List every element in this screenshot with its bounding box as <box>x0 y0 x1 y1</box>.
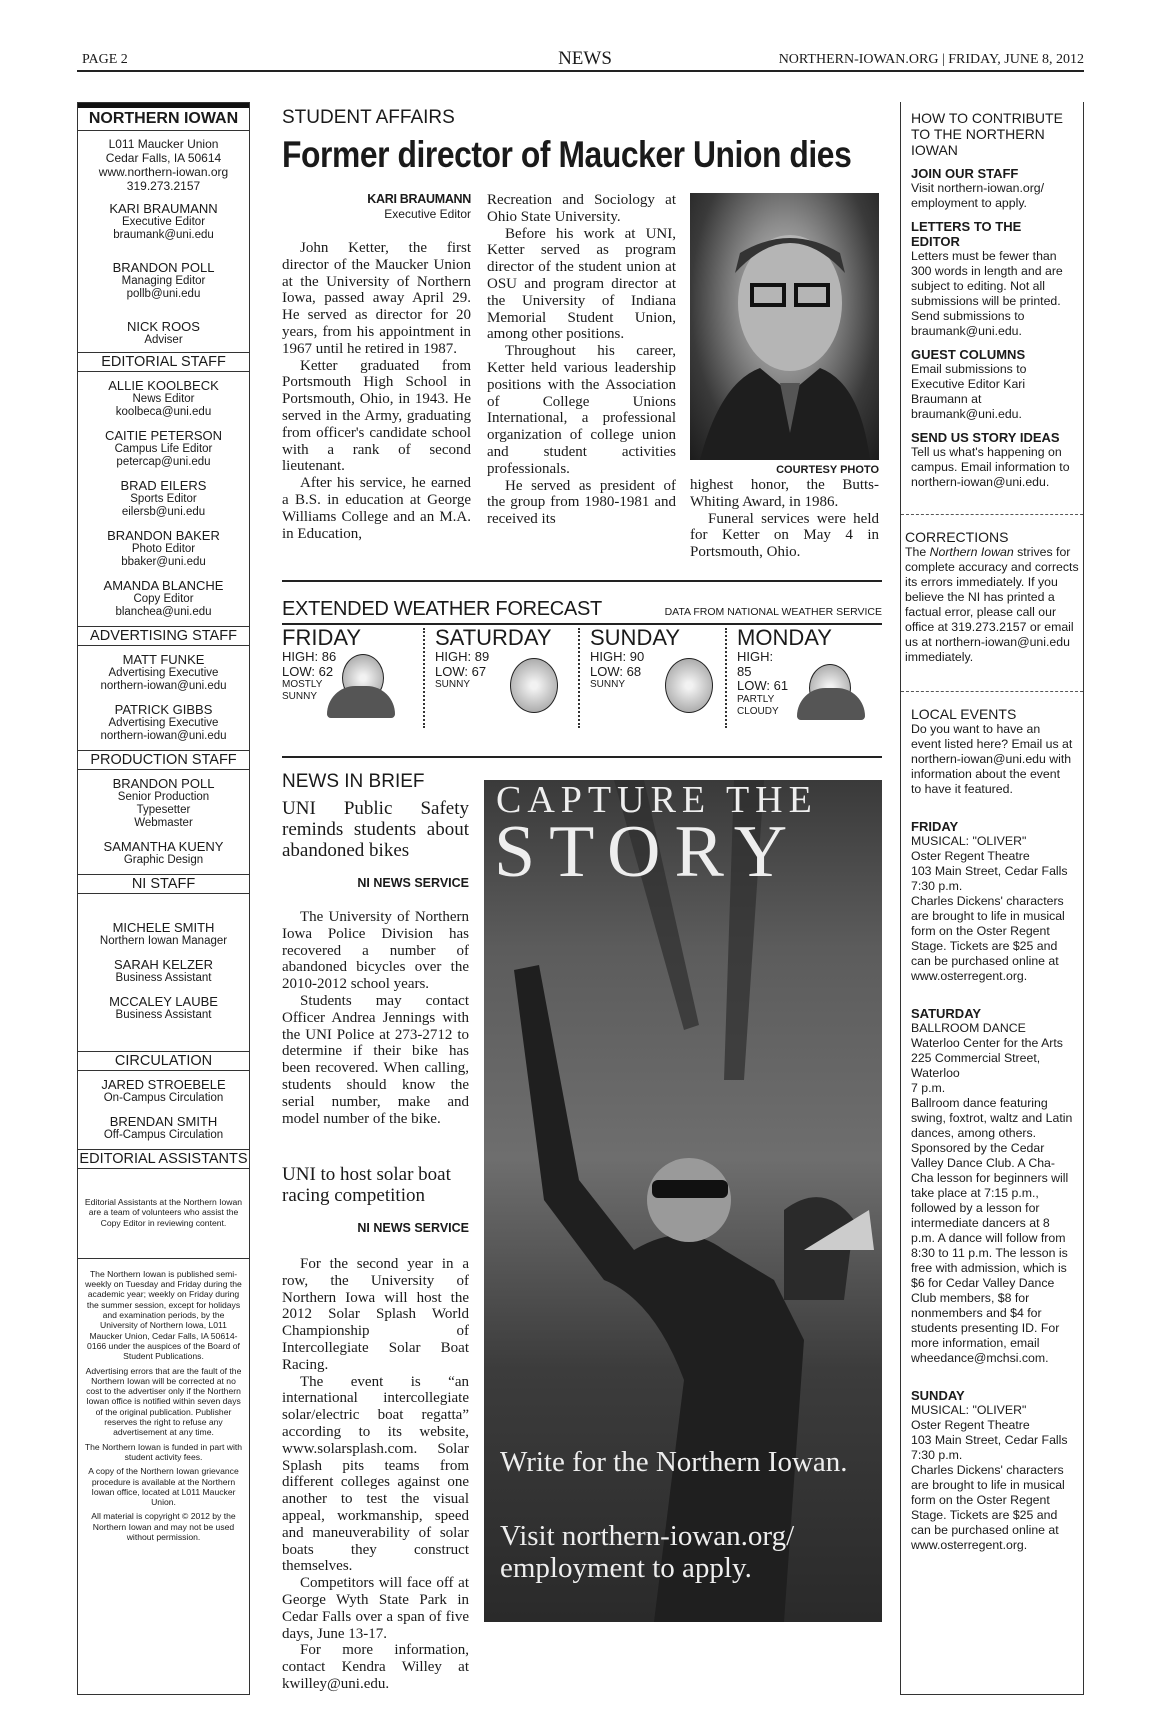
event-detail: MUSICAL: "OLIVER" <box>911 834 1027 848</box>
staff-role: Senior Production <box>117 791 210 803</box>
staff-role: Off-Campus Circulation <box>103 1129 224 1141</box>
brief-body-1 <box>282 909 469 1127</box>
forecast-low: LOW: 67 <box>435 663 487 679</box>
staff-role: Webmaster <box>134 817 193 829</box>
page-number: PAGE 2 <box>82 52 128 67</box>
forecast-condition: CLOUDY <box>737 705 779 717</box>
article-headline: Former director of Maucker Union dies <box>282 134 852 175</box>
staff-role: On-Campus Circulation <box>103 1092 224 1104</box>
forecast-day-name: SATURDAY <box>435 625 552 650</box>
event-detail: 7 p.m. <box>911 1081 946 1095</box>
staff-name: SAMANTHA KUENY <box>103 839 224 854</box>
forecast-condition: SUNNY <box>282 691 318 702</box>
event-detail: 103 Main Street, Cedar Falls <box>911 1433 1068 1447</box>
staff-email[interactable]: petercap@uni.edu <box>116 456 211 468</box>
staff-entry <box>78 315 249 352</box>
article-paragraph: John Ketter, the first director of the Maucker Union at the University of Northern Iowa, passed away April 29. He served as director for 20 years, from his appointment in 1967 until he retired in 1987. <box>282 240 471 357</box>
staff-entry <box>78 990 249 1027</box>
staff-role: Copy Editor <box>133 593 194 605</box>
staff-entry <box>78 524 249 574</box>
dateline: NORTHERN-IOWAN.ORG | FRIDAY, JUNE 8, 2012 <box>778 52 1084 67</box>
staff-email[interactable]: northern-iowan@uni.edu <box>100 730 227 742</box>
staff-section <box>78 894 249 1051</box>
article-paragraph: highest honor, the Butts-Whiting Award, in 1986. <box>690 477 879 510</box>
weather-source: DATA FROM NATIONAL WEATHER SERVICE <box>664 606 882 618</box>
staff-name: SARAH KELZER <box>114 957 213 972</box>
forecast-high-value: 85 <box>737 663 752 679</box>
staff-entry <box>78 772 249 835</box>
sun-icon <box>665 658 713 713</box>
event-description: Charles Dickens' characters are brought to life in musical form on the Oster Regent Stage. Tickets are $25 and can be purchased online at www.osterregent.org. <box>911 1463 1065 1552</box>
portrait-photo <box>690 193 879 460</box>
forecast-high: HIGH: <box>737 649 774 664</box>
forecast-day-name: FRIDAY <box>282 625 362 650</box>
forecast-condition: SUNNY <box>435 679 471 690</box>
forecast-low: LOW: 62 <box>282 663 334 679</box>
staff-role: Executive Editor <box>121 216 206 228</box>
staff-role: Advertising Executive <box>108 667 219 679</box>
staff-entry <box>78 256 249 315</box>
article-paragraph: He served as president of the group from 1980-1981 and received its <box>487 477 676 528</box>
contribute-heading: LETTERS TO THE EDITOR <box>911 219 1022 249</box>
fine-print-paragraph: A copy of the Northern Iowan grievance procedure is available at the Northern Iowan office, located at L011 Maucker Union. <box>88 1466 239 1508</box>
ad-headline-2: STORY <box>494 811 802 893</box>
article-paragraph: Students may contact Officer Andrea Jennings with the UNI Police at 273-2712 to determine if their bike has been recovered. When calling, students should know the serial number, make and model number of the bike. <box>282 992 469 1127</box>
address-line: www.northern-iowan.org <box>98 165 229 179</box>
staff-entry <box>78 698 249 748</box>
ad-url-line-2: employment to apply. <box>500 1552 752 1584</box>
staff-role: Campus Life Editor <box>114 443 213 455</box>
staff-section-heading: PRODUCTION STAFF <box>78 750 249 770</box>
event-detail: 103 Main Street, Cedar Falls <box>911 864 1068 878</box>
photo-credit: COURTESY PHOTO <box>776 464 879 476</box>
staff-section-heading: ADVERTISING STAFF <box>78 626 249 646</box>
article-paragraph: Throughout his career, Ketter held various leadership positions with the Association of College Unions International, a professional organization of college union and student activities professionals. <box>487 343 676 477</box>
masthead-sidebar <box>77 102 250 1695</box>
fine-print <box>78 1258 249 1550</box>
staff-email[interactable]: braumank@uni.edu <box>113 229 214 241</box>
contribute-text: Tell us what's happening on campus. Email information to northern-iowan@uni.edu. <box>911 445 1070 489</box>
staff-role: Sports Editor <box>130 493 197 505</box>
staff-section <box>78 646 249 750</box>
article-paragraph: The University of Northern Iowa Police Division has recovered a number of abandoned bicycles over the 2010-2012 school years. <box>282 909 469 993</box>
staff-email[interactable]: bbaker@uni.edu <box>121 556 206 568</box>
corrections-paper-name: Northern Iowan <box>929 545 1014 559</box>
staff-entry <box>78 1073 249 1110</box>
article-column-3 <box>690 477 879 561</box>
staff-role: Business Assistant <box>115 1009 212 1021</box>
staff-entry <box>78 474 249 524</box>
article-paragraph: Before his work at UNI, Ketter served as program director of the student union at OSU and program director at the University of Indiana Memorial Student Union, among other positions. <box>487 225 676 343</box>
staff-entry <box>78 1110 249 1147</box>
staff-name: BRANDON POLL <box>112 776 215 791</box>
staff-email[interactable]: eilersb@uni.edu <box>121 506 206 518</box>
forecast-condition: SUNNY <box>590 679 626 690</box>
staff-role: Adviser <box>144 334 183 346</box>
forecast-day-name: MONDAY <box>737 625 832 650</box>
fine-print-paragraph: The Northern Iowan is funded in part with student activity fees. <box>84 1441 243 1462</box>
staff-role: Business Assistant <box>115 972 212 984</box>
forecast-divider <box>578 628 580 728</box>
byline-name: KARI BRAUMANN <box>367 192 471 206</box>
staff-name: AMANDA BLANCHE <box>103 578 224 593</box>
corrections-title: CORRECTIONS <box>905 529 1009 545</box>
contribute-heading: GUEST COLUMNS <box>911 347 1026 362</box>
ad-photo-figure-icon <box>484 780 882 1622</box>
staff-email[interactable]: pollb@uni.edu <box>126 288 201 300</box>
recruitment-advertisement <box>484 780 882 1622</box>
brief-byline-1: NI NEWS SERVICE <box>357 876 469 890</box>
article-paragraph: Funeral services were held for Ketter on May 4 in Portsmouth, Ohio. <box>690 510 879 561</box>
event-day: SUNDAY <box>911 1388 965 1403</box>
staff-email[interactable]: blanchea@uni.edu <box>115 606 212 618</box>
staff-name: BRANDON POLL <box>112 260 215 275</box>
event-detail: MUSICAL: "OLIVER" <box>911 1403 1027 1417</box>
staff-email[interactable]: northern-iowan@uni.edu <box>100 680 227 692</box>
weather-title: EXTENDED WEATHER FORECAST <box>282 598 602 620</box>
event-description: Charles Dickens' characters are brought to life in musical form on the Oster Regent Stage. Tickets are $25 and can be purchased online at www.osterregent.org. <box>911 894 1065 983</box>
staff-name: BRAD EILERS <box>120 478 207 493</box>
event-detail: BALLROOM DANCE <box>911 1021 1026 1035</box>
staff-role: News Editor <box>132 393 195 405</box>
staff-entry <box>78 424 249 474</box>
staff-entry <box>78 197 249 256</box>
corrections-text: strives for complete accuracy and corrects its errors immediately. If you believe the NI has printed a factual error, please call our office at 319.273.2157 or email us at northern-iowan@uni.edu immediately. <box>905 545 1079 664</box>
staff-entry <box>78 574 249 624</box>
forecast-high: HIGH: 90 <box>590 649 645 664</box>
staff-email[interactable]: koolbeca@uni.edu <box>115 406 212 418</box>
events-intro: Do you want to have an event listed here? Email us at northern-iowan@uni.edu with information about the event to have it featured. <box>911 722 1073 796</box>
staff-entry <box>78 916 249 953</box>
forecast-day-name: SUNDAY <box>590 625 681 650</box>
forecast-divider <box>423 628 425 728</box>
article-byline <box>282 192 471 222</box>
forecast-condition: PARTLY <box>737 693 775 705</box>
folio-rule <box>77 70 1084 72</box>
address-line: 319.273.2157 <box>126 179 201 193</box>
staff-name: KARI BRAUMANN <box>109 201 218 216</box>
forecast-day-saturday <box>435 626 580 736</box>
event-description: Ballroom dance featuring swing, foxtrot, waltz and Latin dances, among others. Sponsored by the Cedar Valley Dance Club. A Cha-Cha lesson for beginners will take place at 7:15 p.m., followed by a lesson for intermediate dancers at 8 p.m. A dance will follow from 8:30 to 11 p.m. The lesson is free with admission, which is $6 for Cedar Valley Dance Club members, $8 for nonmembers and $4 for students presenting ID. For more information, email wheedance@mchsi.com. <box>911 1096 1073 1365</box>
forecast-divider <box>725 628 727 728</box>
staff-section <box>78 372 249 626</box>
staff-name: MATT FUNKE <box>122 652 205 667</box>
brief-headline-1: UNI Public Safety reminds students about abandoned bikes <box>282 798 469 861</box>
event-detail: 225 Commercial Street, Waterloo <box>911 1051 1041 1080</box>
editorial-assistants-heading: EDITORIAL ASSISTANTS <box>79 1151 248 1167</box>
fine-print-paragraph: The Northern Iowan is published semi-weekly on Tuesday and Friday during the academic year; weekly on Friday during the summer session, except for holidays and examination periods, by the University of Northern Iowa, L011 Maucker Union, Cedar Falls, IA 50614-0166 under the auspices of the Board of Student Publications. <box>85 1268 242 1362</box>
event-detail: Waterloo Center for the Arts <box>911 1036 1063 1050</box>
forecast-high: HIGH: 86 <box>282 649 337 664</box>
contribute-text: Email submissions to Executive Editor Kari Braumann at braumank@uni.edu. <box>911 362 1027 421</box>
article-paragraph: The event is “an international intercollegiate solar/electric boat regatta” according to its website, www.solarsplash.com. Solar Splash pits teams from different colleges against one another to test the visual appeal, workmanship, speed and maneuverability of solar boats they construct themselves. <box>282 1373 469 1575</box>
masthead-address <box>78 131 249 197</box>
staff-role: Managing Editor <box>121 275 206 287</box>
fine-print-paragraph: Advertising errors that are the fault of the Northern Iowan will be corrected at no cost to the advertiser only if the Northern Iowan office is notified within seven days of the original publication. Publisher reserves the right to refuse any advertisement at any time. <box>85 1365 242 1438</box>
staff-name: MICHELE SMITH <box>112 920 215 935</box>
portrait-figure-icon <box>690 193 879 460</box>
contribute-text: Visit northern-iowan.org/ employment to apply. <box>911 181 1045 210</box>
staff-role: Typesetter <box>136 804 191 816</box>
brief-headline-2: UNI to host solar boat racing competition <box>282 1164 451 1206</box>
staff-name: ALLIE KOOLBECK <box>108 378 219 393</box>
staff-name: PATRICK GIBBS <box>114 702 213 717</box>
article-kicker: STUDENT AFFAIRS <box>282 107 455 128</box>
address-line: L011 Maucker Union <box>108 137 219 151</box>
staff-name: MCCALEY LAUBE <box>109 994 218 1009</box>
staff-name: BRENDAN SMITH <box>109 1114 218 1129</box>
article-column-1 <box>282 240 471 542</box>
corrections-text-pre: The <box>905 545 930 559</box>
contribute-sidebar <box>900 102 1084 1695</box>
article-paragraph: After his service, he earned a B.S. in education at George Williams College and an M.A. in Education, <box>282 475 471 542</box>
forecast-condition: MOSTLY <box>282 679 323 690</box>
staff-name: JARED STROEBELE <box>101 1077 226 1092</box>
address-line: Cedar Falls, IA 50614 <box>105 151 222 165</box>
article-paragraph: Recreation and Sociology at Ohio State University. <box>487 192 676 225</box>
sun-icon <box>510 658 558 713</box>
contribute-title: HOW TO CONTRIBUTE TO THE NORTHERN IOWAN <box>911 110 1063 158</box>
ad-call-to-action: Write for the Northern Iowan. <box>500 1446 848 1478</box>
staff-entry <box>78 374 249 424</box>
forecast-day-sunday <box>590 626 735 736</box>
contribute-heading: JOIN OUR STAFF <box>911 166 1019 181</box>
event-day: FRIDAY <box>911 819 959 834</box>
brief-body-2 <box>282 1256 469 1693</box>
ad-headline-1: CAPTURE THE <box>496 780 818 821</box>
staff-section-heading: EDITORIAL STAFF <box>78 352 249 372</box>
staff-name: NICK ROOS <box>127 319 200 334</box>
staff-role: Photo Editor <box>131 543 196 555</box>
brief-byline-2: NI NEWS SERVICE <box>357 1221 469 1235</box>
event-detail: 7:30 p.m. <box>911 1448 963 1462</box>
contribute-heading: SEND US STORY IDEAS <box>911 430 1060 445</box>
weather-bottom-rule <box>282 756 882 758</box>
staff-entry <box>78 953 249 990</box>
contribute-text: Letters must be fewer than 300 words in length and are subject to editing. Not all submissions will be printed. Send submissions to braumank@uni.edu. <box>911 249 1063 338</box>
event-detail: Oster Regent Theatre <box>911 1418 1030 1432</box>
masthead-title: NORTHERN IOWAN <box>78 103 249 131</box>
article-rule <box>282 580 882 582</box>
staff-role: Graphic Design <box>123 854 204 866</box>
forecast-low: LOW: 61 <box>737 678 789 693</box>
staff-section-heading: CIRCULATION <box>78 1051 249 1071</box>
forecast-low: LOW: 68 <box>590 663 642 679</box>
forecast-high: HIGH: 89 <box>435 649 490 664</box>
article-paragraph: Competitors will face off at George Wyth State Park in Cedar Falls over a span of five days, June 13-17. <box>282 1575 469 1642</box>
staff-entry <box>78 835 249 872</box>
event-detail: Oster Regent Theatre <box>911 849 1030 863</box>
ad-url-line-1: Visit northern-iowan.org/ <box>500 1520 795 1552</box>
byline-role: Executive Editor <box>384 207 471 221</box>
staff-section <box>78 770 249 874</box>
corrections-box <box>901 514 1083 665</box>
staff-name: BRANDON BAKER <box>107 528 220 543</box>
staff-section <box>78 1071 249 1149</box>
events-title: LOCAL EVENTS <box>911 706 1017 722</box>
article-column-2 <box>487 192 676 528</box>
local-events-box <box>901 691 1083 1553</box>
article-paragraph: Ketter graduated from Portsmouth High School in Portsmouth, Ohio, in 1943. He served in the Army, graduating from officer's candidate school with a rank of second lieutenant. <box>282 357 471 475</box>
staff-entry <box>78 648 249 698</box>
article-paragraph: For more information, contact Kendra Willey at kwilley@uni.edu. <box>282 1642 469 1692</box>
section-name: NEWS <box>558 48 612 69</box>
staff-section-heading: NI STAFF <box>78 874 249 894</box>
staff-name: CAITIE PETERSON <box>104 428 223 443</box>
staff-role: Northern Iowan Manager <box>99 935 228 947</box>
forecast-day-monday <box>737 626 882 736</box>
staff-role: Advertising Executive <box>108 717 219 729</box>
article-paragraph: For the second year in a row, the University of Northern Iowa will host the 2012 Solar Splash World Championship of Intercollegiate Solar Boat Racing. <box>282 1256 469 1373</box>
editorial-assistants-text: Editorial Assistants at the Northern Iowan are a team of volunteers who assist the Copy Editor in reviewing content. <box>84 1197 243 1228</box>
brief-section-title: NEWS IN BRIEF <box>282 771 425 792</box>
event-day: SATURDAY <box>911 1006 982 1021</box>
forecast-day-friday <box>282 626 427 736</box>
event-detail: 7:30 p.m. <box>911 879 963 893</box>
fine-print-paragraph: All material is copyright © 2012 by the Northern Iowan and may not be used without permission. <box>91 1511 236 1543</box>
